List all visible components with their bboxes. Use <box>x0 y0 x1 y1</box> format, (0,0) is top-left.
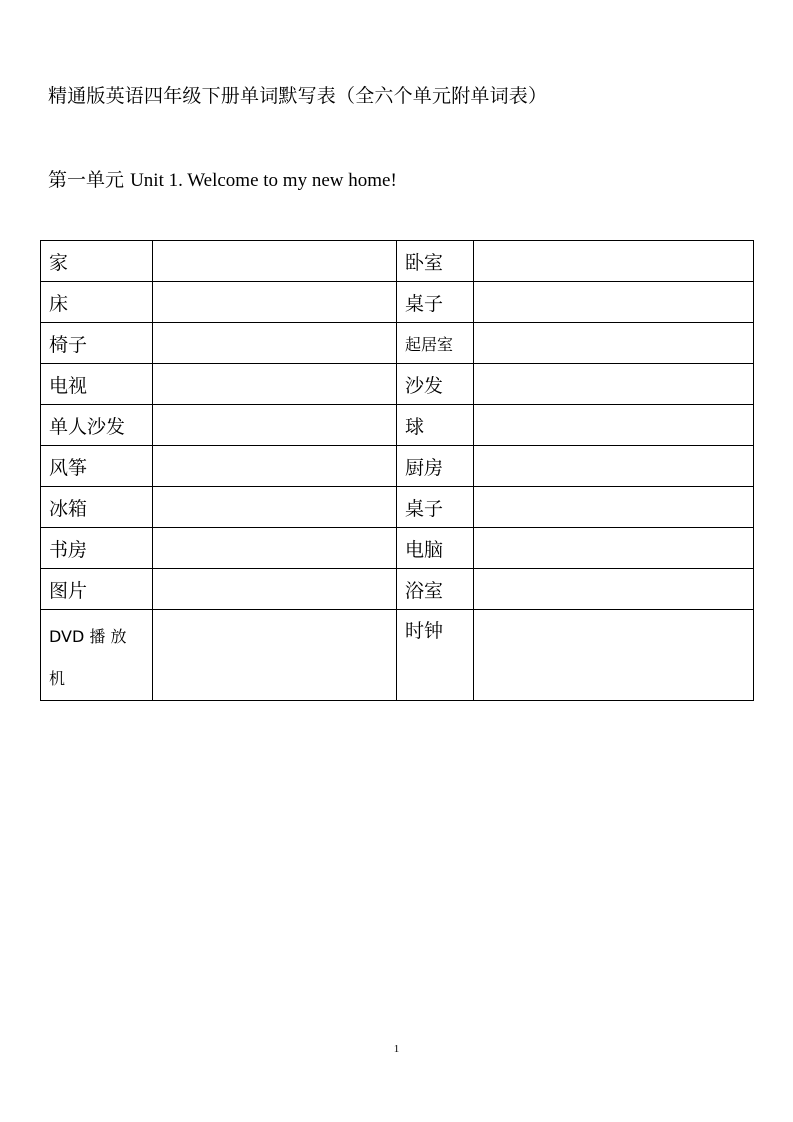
answer-cell[interactable] <box>153 364 397 405</box>
table-row <box>41 528 754 569</box>
prompt-cell: 卧室 <box>397 241 474 282</box>
answer-cell[interactable] <box>474 323 754 364</box>
table-row <box>41 446 754 487</box>
table-row <box>41 323 754 364</box>
document-title: 精通版英语四年级下册单词默写表（全六个单元附单词表） <box>48 85 548 107</box>
prompt-cell: 电脑 <box>397 528 474 569</box>
page-number: 1 <box>393 1043 400 1055</box>
answer-cell[interactable] <box>153 405 397 446</box>
answer-cell[interactable] <box>474 364 754 405</box>
vocabulary-table <box>40 240 754 701</box>
prompt-cell: 起居室 <box>397 323 474 364</box>
prompt-cell: 桌子 <box>397 282 474 323</box>
table-row <box>41 569 754 610</box>
unit-heading <box>48 168 397 193</box>
prompt-cell: DVD 播 放 机 <box>41 610 153 701</box>
answer-cell[interactable] <box>474 569 754 610</box>
answer-cell[interactable] <box>153 528 397 569</box>
prompt-cell: 桌子 <box>397 487 474 528</box>
prompt-cell: 风筝 <box>41 446 153 487</box>
prompt-cell: 床 <box>41 282 153 323</box>
table-row <box>41 610 754 701</box>
table-row <box>41 364 754 405</box>
answer-cell[interactable] <box>474 446 754 487</box>
prompt-cell: 图片 <box>41 569 153 610</box>
answer-cell[interactable] <box>153 610 397 701</box>
prompt-cell: 椅子 <box>41 323 153 364</box>
answer-cell[interactable] <box>474 487 754 528</box>
answer-cell[interactable] <box>153 446 397 487</box>
prompt-cell: 沙发 <box>397 364 474 405</box>
prompt-cell: 书房 <box>41 528 153 569</box>
answer-cell[interactable] <box>153 241 397 282</box>
answer-cell[interactable] <box>153 569 397 610</box>
table-row <box>41 405 754 446</box>
prompt-cell: 球 <box>397 405 474 446</box>
answer-cell[interactable] <box>474 241 754 282</box>
answer-cell[interactable] <box>153 323 397 364</box>
prompt-cell: 厨房 <box>397 446 474 487</box>
prompt-cell: 家 <box>41 241 153 282</box>
table-row <box>41 241 754 282</box>
table-row <box>41 487 754 528</box>
prompt-cell: 电视 <box>41 364 153 405</box>
prompt-cell: 浴室 <box>397 569 474 610</box>
answer-cell[interactable] <box>474 610 754 701</box>
answer-cell[interactable] <box>474 528 754 569</box>
prompt-cell: 单人沙发 <box>41 405 153 446</box>
answer-cell[interactable] <box>474 282 754 323</box>
prompt-cell: 冰箱 <box>41 487 153 528</box>
answer-cell[interactable] <box>474 405 754 446</box>
unit-heading-zh: 第一单元 <box>48 169 125 191</box>
answer-cell[interactable] <box>153 282 397 323</box>
answer-cell[interactable] <box>153 487 397 528</box>
prompt-cell: 时钟 <box>397 610 474 701</box>
table-row <box>41 282 754 323</box>
unit-heading-en: Unit 1. Welcome to my new home! <box>130 170 397 191</box>
